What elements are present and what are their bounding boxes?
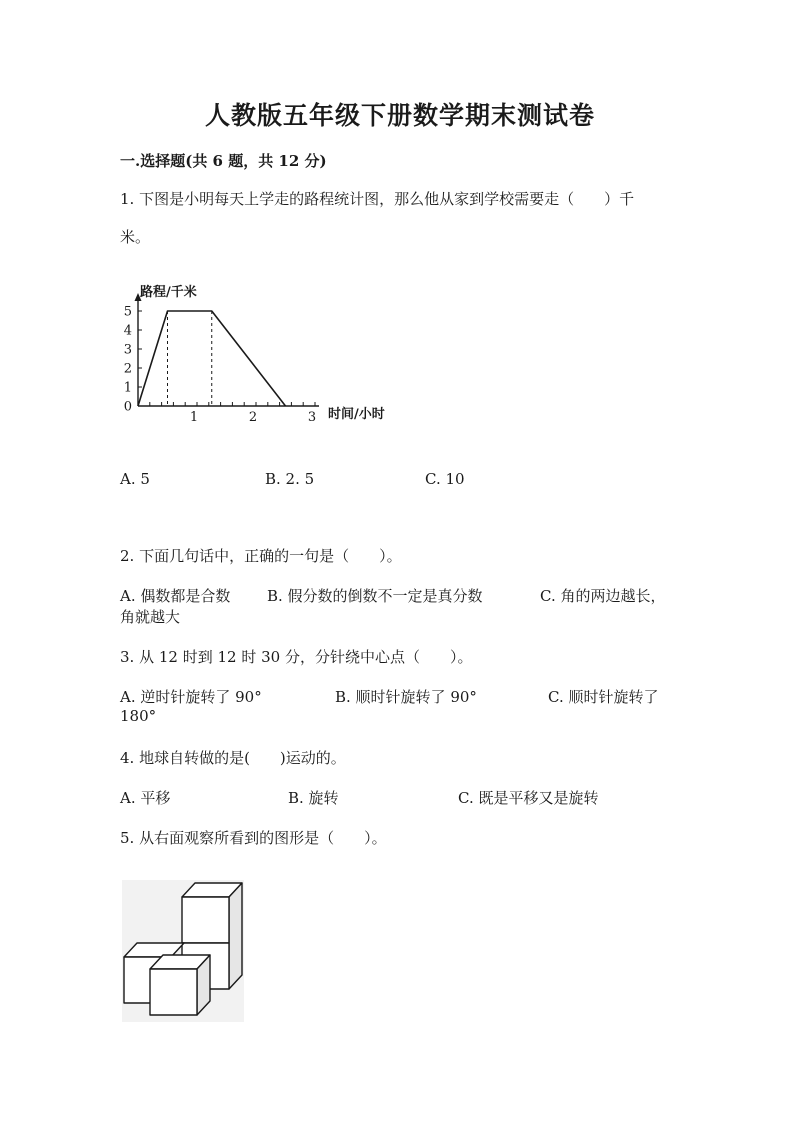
question-3-option-c-wrap: 180° <box>120 707 157 725</box>
y-tick-label: 0 <box>123 399 132 415</box>
question-1-line-2: 米。 <box>120 228 151 246</box>
x-tick-label: 3 <box>307 410 317 425</box>
question-2-option-b[interactable]: B. 假分数的倒数不一定是真分数 <box>267 587 483 605</box>
question-4-option-a[interactable]: A. 平移 <box>120 789 171 807</box>
chart-guides <box>168 311 212 406</box>
y-tick-label: 4 <box>123 323 132 339</box>
question-5-text: 5. 从右面观察所看到的图形是（ ）。 <box>120 829 387 847</box>
question-4-option-c[interactable]: C. 既是平移又是旋转 <box>458 789 599 807</box>
question-1-option-a[interactable]: A. 5 <box>120 470 150 488</box>
question-4-text: 4. 地球自转做的是( )运动的。 <box>120 749 346 767</box>
question-2-option-a[interactable]: A. 偶数都是合数 <box>120 587 231 605</box>
question-2-text: 2. 下面几句话中，正确的一句是（ ）。 <box>120 547 402 565</box>
question-1-option-b[interactable]: B. 2. 5 <box>265 470 315 488</box>
question-2-option-c-wrap: 角就越大 <box>120 608 181 626</box>
y-axis-label: 路程/千米 <box>140 285 197 300</box>
question-1-option-c[interactable]: C. 10 <box>425 470 465 488</box>
page-title: 人教版五年级下册数学期末测试卷 <box>204 101 595 130</box>
cube-front-face <box>150 969 197 1015</box>
section-heading-choice: 一.选择题(共 6 题，共 12 分) <box>120 152 327 170</box>
chart-axes <box>135 293 320 406</box>
y-tick-label: 2 <box>123 361 132 377</box>
cube-side-face <box>229 883 242 989</box>
y-tick-label: 3 <box>123 342 132 358</box>
question-3-option-b[interactable]: B. 顺时针旋转了 90° <box>335 688 477 706</box>
cube-stack-figure <box>122 880 244 1022</box>
y-tick-label: 1 <box>123 380 132 396</box>
y-tick-label: 5 <box>123 304 132 320</box>
question-4-option-b[interactable]: B. 旋转 <box>288 789 339 807</box>
x-axis-label: 时间/小时 <box>328 407 385 422</box>
question-3-option-c[interactable]: C. 顺时针旋转了 <box>548 688 659 706</box>
x-tick-label: 2 <box>248 410 258 425</box>
question-1-line-1: 1. 下图是小明每天上学走的路程统计图，那么他从家到学校需要走（ ）千 <box>120 190 635 208</box>
x-tick-label: 1 <box>189 410 199 425</box>
question-3-option-a[interactable]: A. 逆时针旋转了 90° <box>120 688 262 706</box>
question-3-text: 3. 从 12 时到 12 时 30 分，分针绕中心点（ ）。 <box>120 648 473 666</box>
question-2-option-c[interactable]: C. 角的两边越长， <box>540 587 666 605</box>
distance-time-chart <box>110 275 420 425</box>
cube-front-face <box>182 897 229 943</box>
